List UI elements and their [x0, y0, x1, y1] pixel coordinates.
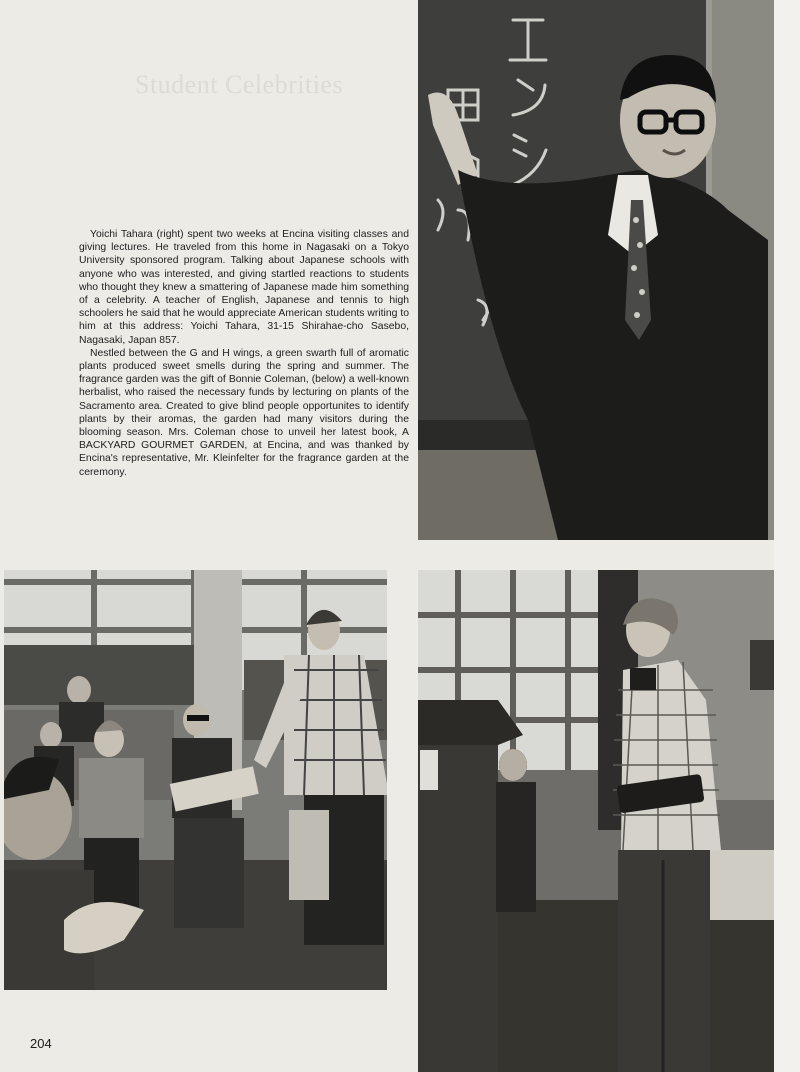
paragraph-fragrance-garden: Nestled between the G and H wings, a green swarth full of aromatic plants produced sweet smells during the spring and summer. The fragrance garden was the gift of Bonnie Coleman, (below) a well-known herbalist, who raised the necessary funds by lecturing on plants of the Sacramento area. Created to give blind people opportunites to identify plants by their aromas, the garden had many visitors during the blooming season. Mrs. Coleman chose to unveil her latest book, A BACKYARD GOURMET GARDEN, at Encina, and was thanked by Encina's representative, Mr. Kleinfelter for the fragrance garden at the ceremony.	[79, 347, 409, 478]
article-text	[79, 228, 409, 479]
ghost-title: Student Celebrities	[135, 70, 344, 99]
paragraph-tahara: Yoichi Tahara (right) spent two weeks at Encina visiting classes and giving lectures. He traveled from this home in Nagasaki on a Tokyo University sponsored program. Talking about Japanese schools with anyone who was interested, and giving startled reactions to students who thought they knew a smattering of Japanese made him something of a celebrity. A teacher of English, Japanese and tennis to high schoolers he said that he would appreciate American students writing to him at this address: Yoichi Tahara, 31-15 Shirahae-cho Sasebo, Nagasaki, Japan 857.	[79, 229, 409, 346]
page-right-margin	[774, 0, 800, 1072]
photo-teacher-chalkboard	[418, 0, 774, 540]
page-number: 204	[30, 1036, 52, 1051]
photo-speaker-podium	[418, 570, 774, 1072]
photo-book-presentation	[4, 570, 387, 990]
